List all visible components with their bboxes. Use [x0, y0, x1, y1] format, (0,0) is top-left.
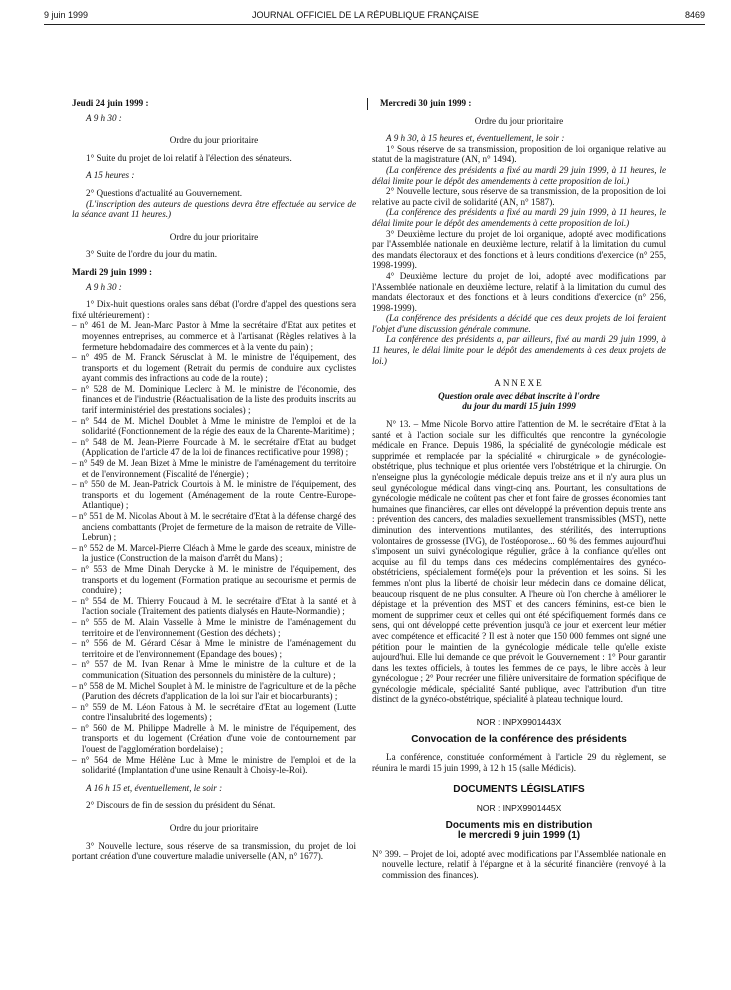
- odj-heading-2: Ordre du jour prioritaire: [169, 231, 259, 242]
- mardi-item-3: 3° Nouvelle lecture, sous réserve de sa transmission, du projet de loi portant création d'une couverture maladie universelle (AN, n° 1677).: [72, 840, 356, 862]
- list-item: – n° 558 de M. Michel Souplet à M. le ministre de l'agriculture et de la pêche (Parution des décrets d'application de la loi sur l'air et biocarburants) ;: [72, 680, 356, 702]
- annexe-subtitle-1: Question orale avec débat inscrite à l'ordre: [438, 390, 600, 401]
- jeudi-item-1: 1° Suite du projet de loi relatif à l'élection des sénateurs.: [86, 152, 292, 163]
- jeudi-item-2-note: (L'inscription des auteurs de questions devra être effectuée au service de la séance avant 11 heures.): [72, 198, 356, 220]
- convocation-title: Convocation de la conférence des présidents: [411, 733, 627, 745]
- mercredi-item-2: 2° Nouvelle lecture, sous réserve de sa transmission, de la proposition de loi relative au pacte civil de solidarité (AN, n° 1587).: [372, 186, 666, 207]
- jeudi-title: Jeudi 24 juin 1999 :: [72, 98, 149, 108]
- list-item: – n° 495 de M. Franck Sérusclat à M. le ministre de l'équipement, des transports et du logement (Retrait du permis de conduire aux cyclistes ayant commis des infractions au code de la route) ;: [72, 352, 356, 384]
- list-item: – n° 556 de M. Gérard César à Mme le ministre de l'aménagement du territoire et de l'environnement (Epandage des boues) ;: [72, 638, 356, 659]
- mercredi-item-1-note: (La conférence des présidents a fixé au mardi 29 juin 1999, à 11 heures, le délai limite pour le dépôt des amendements à cette proposition de loi.): [372, 164, 666, 186]
- mercredi-note-b: La conférence des présidents a, par ailleurs, fixé au mardi 29 juin 1999, à 11 heures, le délai limite pour le dépôt des amendements à ces deux projets de loi.): [372, 334, 666, 366]
- list-item: – n° 528 de M. Dominique Leclerc à M. le ministre de l'économie, des finances et de l'industrie (Réactualisation de la liste des produits inscrits au tarif interministériel des prestations sociales) ;: [72, 383, 356, 416]
- column-divider-mark: [367, 98, 368, 110]
- header-journal-title: JOURNAL OFFICIEL DE LA RÉPUBLIQUE FRANÇAISE: [252, 10, 479, 20]
- nor-reference-2: NOR : INPX9901445X: [476, 803, 562, 814]
- list-item: – n° 559 de M. Léon Fatous à M. le secrétaire d'Etat au logement (Lutte contre l'insalubrité des logements) ;: [72, 701, 356, 723]
- list-item: – n° 551 de M. Nicolas About à M. le secrétaire d'Etat à la défense chargé des anciens combattants (Projet de fermeture de la maison de retraite de Ville-Lebrun) ;: [72, 511, 356, 543]
- jeudi-item-2: 2° Questions d'actualité au Gouvernement.: [86, 187, 243, 198]
- list-item: – n° 555 de M. Alain Vasselle à Mme le ministre de l'aménagement du territoire et de l'environnement (Gestion des déchets) ;: [72, 616, 356, 638]
- list-item: – n° 548 de M. Jean-Pierre Fourcade à M. le secrétaire d'Etat au budget (Application de l'article 47 de la loi de finances rectificative pour 1998) ;: [72, 436, 356, 458]
- list-item: – n° 544 de M. Michel Doublet à Mme le ministre de l'emploi et de la solidarité (Fonctionnement de la régie des eaux de la Charente-Maritime) ;: [72, 415, 356, 437]
- mardi-title: Mardi 29 juin 1999 :: [72, 266, 153, 277]
- mardi-time-2: A 16 h 15 et, éventuellement, le soir :: [86, 782, 223, 793]
- list-item: – n° 550 de M. Jean-Patrick Courtois à M. le ministre de l'équipement, des transports et du logement (Aménagement de la route Centre-Europe-Atlantique) ;: [72, 479, 356, 511]
- annexe-title: ANNEXE: [494, 378, 544, 389]
- documents-title: DOCUMENTS LÉGISLATIFS: [453, 784, 585, 796]
- list-item: – n° 554 de M. Thierry Foucaud à M. le secrétaire d'Etat à la santé et à l'action sociale (Traitement des patients dialysés en Haute-Normandie) ;: [72, 595, 356, 617]
- mercredi-note-a: (La conférence des présidents a décidé que ces deux projets de loi feraient l'objet d'une discussion générale commune.: [372, 313, 666, 334]
- documents-subtitle-2: le mercredi 9 juin 1999 (1): [457, 830, 581, 842]
- convocation-text: La conférence, constituée conformément à l'article 29 du règlement, se réunira le mardi 15 juin 1999, à 12 h 15 (salle Médicis).: [372, 752, 666, 773]
- mercredi-item-2-note: (La conférence des présidents a fixé au mardi 29 juin 1999, à 11 heures, le délai limite pour le dépôt des amendements à cette proposition de loi.): [372, 207, 666, 228]
- page-header: [0, 0, 731, 30]
- mardi-time: A 9 h 30 :: [86, 281, 122, 292]
- mercredi-item-4: 4° Deuxième lecture du projet de loi, adopté avec modifications par l'Assemblée nationale en deuxième lecture, relatif à la limitation du cumul des mandats électoraux et des fonctions et à leurs conditions d'exercice (n° 256, 1998-1999).: [372, 270, 666, 313]
- mercredi-title: Mercredi 30 juin 1999 :: [380, 98, 472, 108]
- header-page-number: 8469: [684, 10, 705, 20]
- list-item: – n° 552 de M. Marcel-Pierre Cléach à Mme le garde des sceaux, ministre de la justice (Construction de la maison d'arrêt du Mans) ;: [72, 542, 356, 564]
- mardi-item-2: 2° Discours de fin de session du président du Sénat.: [86, 800, 276, 811]
- annexe-subtitle-2: du jour du mardi 15 juin 1999: [462, 401, 576, 412]
- mercredi-item-3: 3° Deuxième lecture du projet de loi organique, adopté avec modifications par l'Assemblée nationale en deuxième lecture, relatif à la limitation du cumul des mandats électoraux et des fonctions et à leurs conditions d'exercice (n° 255, 1998-1999).: [372, 228, 666, 271]
- documents-subtitle-1: Documents mis en distribution: [445, 819, 593, 831]
- odj-heading-1: Ordre du jour prioritaire: [169, 135, 259, 146]
- odj-heading-right: Ordre du jour prioritaire: [474, 115, 564, 126]
- annexe-question-text: N° 13. – Mme Nicole Borvo attire l'attention de M. le secrétaire d'Etat à la santé et à l'action sociale sur les difficultés que rencontre la gynécologie médicale en France. Depuis 1986, la spécialité de gynécologie médicale est supprimée et remplacée par la spécialité « chirurgicale » de gynécologie-obstétrique, plus technique et plus orientée vers l'obstétrique et la chirurgie. On n'enseigne plus la gynécologie médicale depuis treize ans et il n'y aura plus un seul gynécologue médical dans vingt-cinq ans. Pourtant, les consultations de gynécologie médicale ne coûtent pas cher et font faire de grosses économies tant humaines que financières, car elles ont développé la prévention depuis trente ans : prévention des cancers, des maladies sexuellement transmissibles (MST), nette diminution des interventions mutilantes, des stérilités, des interruptions volontaires de grossesse (IVG), de l'ostéoporose... 60 % des femmes aujourd'hui s'imposent un suivi gynécologique régulier, grâce à la confiance qu'elles ont acquise au fil du temps dans ces médecins complémentaires des gynéco-obstétriciens, spécialement formé(e)s pour la prévention et les soins. Si les femmes n'ont plus la liberté de choisir leur médecin dans ce domaine délicat, beaucoup risquent de ne plus consulter. A l'heure où l'on cherche à améliorer le dépistage et la prévention des MST et des cancers féminins, est-ce bien le moment de supprimer ceux et celles qui ont été spécifiquement formés dans ce sens, qui ont développé cette prévention jusqu'à ce jour et exercent leur métier avec compétence et efficacité ? Il est à noter que 150 000 femmes ont signé une pétition pour le maintien de la gynécologie médicale telle qu'elle existe aujourd'hui. Elle lui demande ce que prévoit le Gouvernement : 1° Pour garantir dans les textes officiels, à toutes les femmes de ce pays, le libre accès à leur gynécologue ; 2° Pour recréer une filière universitaire de formation spécifique de gynécologie médicale, spécialité Santé publique, avec l'attribution d'un titre distinct de la gynéco-obstétrique, spécialité à plateau technique lourd.: [372, 419, 666, 705]
- header-date: 9 juin 1999: [44, 10, 89, 20]
- list-item: – n° 557 de M. Ivan Renar à Mme le ministre de la culture et de la communication (Situation des personnels du ministère de la culture) ;: [72, 659, 356, 680]
- left-column: [72, 98, 356, 862]
- jeudi-item-3: 3° Suite de l'ordre du jour du matin.: [86, 249, 217, 260]
- jeudi-time: A 9 h 30 :: [86, 112, 122, 123]
- questions-list: [72, 320, 356, 776]
- document-item: N° 399. – Projet de loi, adopté avec modifications par l'Assemblée nationale en nouvelle lecture, relatif à l'épargne et à la sécurité financière (renvoyé à la commission des finances).: [372, 848, 666, 880]
- header-rule: [44, 24, 705, 25]
- list-item: – n° 564 de Mme Hélène Luc à Mme le ministre de l'emploi et de la solidarité (Implantation d'une usine Renault à Choisy-le-Roi).: [72, 754, 356, 776]
- jeudi-time-2: A 15 heures :: [86, 170, 135, 181]
- mercredi-item-1: 1° Sous réserve de sa transmission, proposition de loi organique relative au statut de la magistrature (AN, n° 1494).: [372, 143, 666, 165]
- list-item: – n° 549 de M. Jean Bizet à Mme le ministre de l'aménagement du territoire et de l'environnement (Fiscalité de l'énergie) ;: [72, 458, 356, 479]
- mardi-intro: 1° Dix-huit questions orales sans débat (l'ordre d'appel des questions sera fixé ultérieurement) :: [72, 299, 356, 320]
- list-item: – n° 553 de Mme Dinah Derycke à M. le ministre de l'équipement, des transports et du logement (Formation pratique au secourisme et permis de conduire) ;: [72, 563, 356, 596]
- list-item: – n° 461 de M. Jean-Marc Pastor à Mme la secrétaire d'Etat aux petites et moyennes entreprises, au commerce et à l'artisanat (Règles relatives à la fermeture hebdomadaire des commerces et à la vente du pain) ;: [72, 320, 356, 352]
- right-column: [372, 98, 666, 881]
- list-item: – n° 560 de M. Philippe Madrelle à M. le ministre de l'équipement, des transports et du logement (Création d'une voie de contournement par l'ouest de l'agglomération bordelaise) ;: [72, 722, 356, 755]
- nor-reference-1: NOR : INPX9901443X: [476, 717, 562, 728]
- odj-heading-3: Ordre du jour prioritaire: [169, 823, 259, 834]
- mercredi-time: A 9 h 30, à 15 heures et, éventuellement, le soir :: [386, 133, 565, 144]
